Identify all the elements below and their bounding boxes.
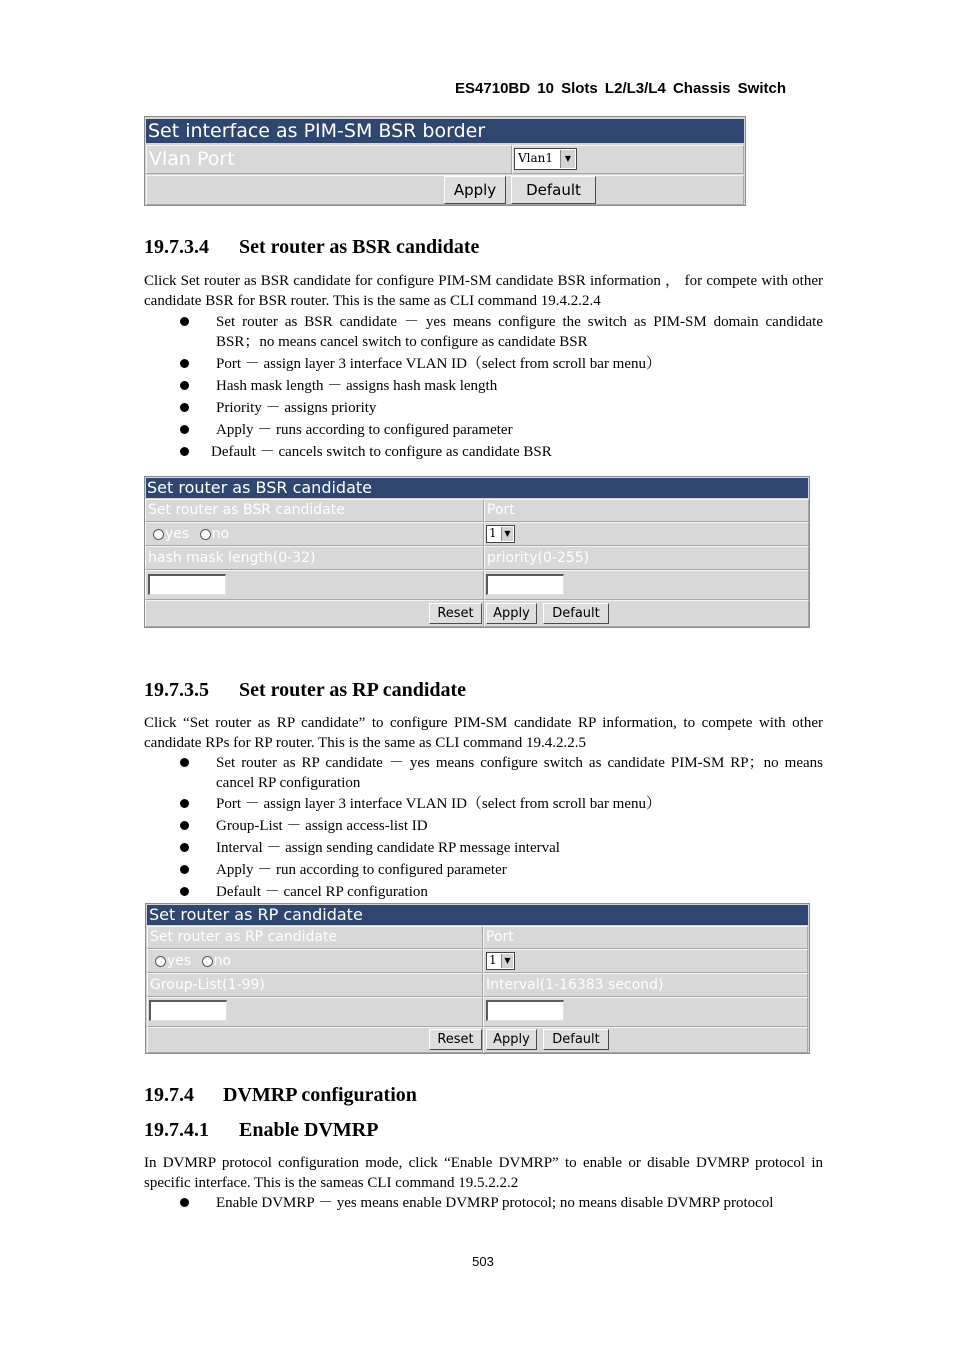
default-button[interactable]: Default [511,176,596,204]
section-title: Set router as RP candidate [239,679,467,701]
list-item: Default － cancels switch to configure as candidate BSR [144,442,823,464]
list-item: Set router as BSR candidate － yes means configure the switch as PIM-SM domain candidate BSR；no means cancel switch to configure as candidate BSR [144,312,823,354]
yes-label: yes [167,953,192,969]
port-value: 1 [489,953,497,967]
list-item: Port － assign layer 3 interface VLAN ID（select from scroll bar menu） [144,794,823,816]
bullet-list [144,753,823,904]
group-list-input[interactable] [149,1000,227,1021]
chevron-down-icon: ▼ [560,150,575,168]
list-item: Priority － assigns priority [144,398,823,420]
radio-cell [147,949,483,973]
paragraph: Click Set router as BSR candidate for configure PIM-SM candidate BSR information ， for compete with other candidate BSR for BSR router. This is the same as CLI command 19.4.2.2.4 [144,273,823,309]
section-title: Enable DVMRP [239,1119,379,1141]
section-heading [144,1119,378,1142]
no-label: no [213,953,232,969]
default-button[interactable]: Default [543,603,609,624]
port-select[interactable] [486,525,515,543]
bullet-icon [180,403,189,412]
port-cell [483,949,808,973]
yes-label: yes [165,526,190,542]
column-header: Port [483,926,808,949]
bullet-icon [180,758,189,767]
list-item: Group-List － assign access-list ID [144,816,823,838]
page-header: ES4710BD 10 Slots L2/L3/L4 Chassis Switch [455,80,786,97]
yes-radio[interactable] [155,956,166,967]
column-header: Set router as BSR candidate [145,499,484,522]
bullet-icon [180,317,189,326]
section-number: 19.7.3.4 [144,236,209,258]
list-item: Interval － assign sending candidate RP message interval [144,838,823,860]
paragraph: In DVMRP protocol configuration mode, click “Enable DVMRP” to enable or disable DVMRP protocol in specific interface. This is the sameas CLI command 19.5.2.2.2 [144,1155,823,1191]
section-heading [144,679,466,702]
interval-input[interactable] [486,1000,564,1021]
bullet-icon [180,865,189,874]
radio-cell [145,522,484,546]
port-value: 1 [489,526,497,540]
no-label: no [211,526,230,542]
bullet-list [144,1193,823,1213]
bullet-icon [180,799,189,808]
vlan-port-value: Vlan1 [518,151,554,165]
port-select[interactable] [486,952,515,970]
paragraph: Click “Set router as RP candidate” to configure PIM-SM candidate RP information, to compete with other candidate RPs for RP router. This is the same as CLI command 19.4.2.2.5 [144,715,823,751]
section-number: 19.7.4.1 [144,1119,209,1141]
no-radio[interactable] [202,956,213,967]
hash-mask-input[interactable] [148,574,226,595]
list-item: Apply － run according to configured parameter [144,860,823,882]
column-header: Set router as RP candidate [147,926,483,949]
bullet-icon [180,887,189,896]
panel-title: Set interface as PIM-SM BSR border [146,119,744,143]
apply-button[interactable]: Apply [444,176,506,204]
chevron-down-icon: ▼ [501,954,513,968]
list-item: Apply － runs according to configured parameter [144,420,823,442]
section-heading [144,1084,417,1107]
interval-label: Interval(1-16383 second) [483,973,808,997]
section-number: 19.7.4 [144,1084,194,1106]
reset-button[interactable]: Reset [429,1029,482,1050]
page-number: 503 [472,1254,494,1269]
bsr-border-panel [144,116,746,206]
section-number: 19.7.3.5 [144,679,209,701]
group-list-label: Group-List(1-99) [147,973,483,997]
hash-mask-label: hash mask length(0-32) [145,546,484,570]
list-item: Port － assign layer 3 interface VLAN ID（select from scroll bar menu） [144,354,823,376]
bullet-icon [180,447,189,456]
priority-input[interactable] [486,574,564,595]
list-item: Default － cancel RP configuration [144,882,823,904]
default-button[interactable]: Default [543,1029,609,1050]
list-item: Enable DVMRP － yes means enable DVMRP protocol; no means disable DVMRP protocol [144,1193,823,1213]
bullet-icon [180,843,189,852]
bullet-icon [180,425,189,434]
port-cell [484,522,809,546]
reset-button[interactable]: Reset [429,603,482,624]
panel-title: Set router as RP candidate [147,905,808,925]
panel-title: Set router as BSR candidate [146,478,808,498]
bullet-list [144,312,823,464]
apply-button[interactable]: Apply [486,1029,537,1050]
rp-candidate-panel [145,903,810,1054]
vlan-port-select[interactable] [514,148,577,170]
bullet-icon [180,359,189,368]
section-title: Set router as BSR candidate [239,236,480,258]
apply-button[interactable]: Apply [486,603,537,624]
priority-label: priority(0-255) [484,546,809,570]
yes-radio[interactable] [153,529,164,540]
bullet-icon [180,381,189,390]
chevron-down-icon: ▼ [501,527,513,541]
section-title: DVMRP configuration [223,1084,417,1106]
bullet-icon [180,821,189,830]
bsr-candidate-panel [144,476,810,628]
vlan-port-label: Vlan Port [146,145,512,174]
no-radio[interactable] [200,529,211,540]
list-item: Set router as RP candidate － yes means configure switch as candidate PIM-SM RP；no means cancel RP configuration [144,753,823,794]
bullet-icon [180,1198,189,1207]
list-item: Hash mask length － assigns hash mask length [144,376,823,398]
column-header: Port [484,499,809,522]
section-heading [144,236,479,259]
